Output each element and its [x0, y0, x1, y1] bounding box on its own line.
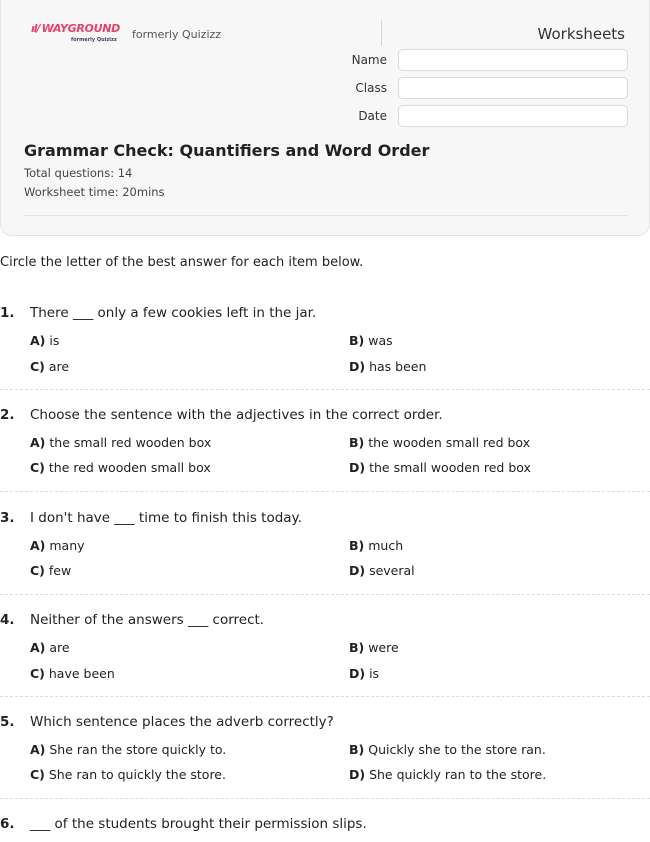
option-letter: D) — [349, 563, 366, 578]
option-text: are — [48, 359, 70, 374]
option-b[interactable] — [349, 640, 399, 655]
option-letter: C) — [30, 359, 45, 374]
question-text: There ___ only a few cookies left in the jar. — [30, 305, 317, 321]
option-letter: D) — [349, 359, 366, 374]
logo-brand-name: WAYGROUND — [41, 22, 120, 35]
question-number: 3. — [0, 510, 15, 526]
option-a[interactable] — [30, 640, 70, 655]
option-c[interactable] — [30, 460, 211, 475]
question-text: ___ of the students brought their permission slips. — [30, 816, 367, 832]
option-text: She quickly ran to the store. — [369, 767, 547, 782]
option-letter: B) — [349, 640, 365, 655]
logo-bars-icon: ıl/ — [31, 22, 40, 35]
question-number: 4. — [0, 612, 15, 628]
question-separator — [0, 594, 650, 595]
option-letter: B) — [349, 538, 365, 553]
wayground-logo — [31, 22, 120, 43]
worksheet-title: Grammar Check: Quantifiers and Word Order — [24, 141, 430, 160]
class-field[interactable] — [398, 77, 628, 99]
option-b[interactable] — [349, 538, 403, 553]
option-text: was — [368, 333, 393, 348]
question-separator — [0, 798, 650, 799]
logo-subtitle: formerly Quizizz — [71, 37, 117, 43]
option-c[interactable] — [30, 563, 71, 578]
option-b[interactable] — [349, 435, 530, 450]
option-letter: D) — [349, 460, 366, 475]
question-text: Which sentence places the adverb correctly? — [30, 714, 334, 730]
question-text: I don't have ___ time to finish this today. — [30, 510, 302, 526]
option-a[interactable] — [30, 742, 226, 757]
formerly-quizizz-label: formerly Quizizz — [132, 28, 222, 41]
option-a[interactable] — [30, 333, 59, 348]
instructions: Circle the letter of the best answer for each item below. — [0, 255, 364, 270]
worksheets-label: Worksheets — [537, 25, 625, 43]
question-separator — [0, 696, 650, 697]
option-a[interactable] — [30, 435, 211, 450]
option-letter: A) — [30, 538, 46, 553]
option-c[interactable] — [30, 666, 115, 681]
option-letter: B) — [349, 435, 365, 450]
option-text: the small wooden red box — [369, 460, 531, 475]
question-number: 2. — [0, 407, 15, 423]
option-letter: B) — [349, 742, 365, 757]
class-label: Class — [355, 81, 387, 95]
option-c[interactable] — [30, 359, 69, 374]
option-letter: D) — [349, 666, 366, 681]
header-bottom-divider — [24, 215, 628, 216]
option-text: have been — [48, 666, 115, 681]
name-field[interactable] — [398, 49, 628, 71]
option-d[interactable] — [349, 666, 379, 681]
option-text: much — [368, 538, 404, 553]
option-letter: C) — [30, 666, 45, 681]
question-separator — [0, 491, 650, 492]
option-text: the red wooden small box — [48, 460, 211, 475]
worksheet-time: Worksheet time: 20mins — [24, 185, 165, 199]
option-text: is — [49, 333, 60, 348]
question-text: Choose the sentence with the adjectives in the correct order. — [30, 407, 443, 423]
option-text: the small red wooden box — [49, 435, 212, 450]
option-text: She ran the store quickly to. — [49, 742, 227, 757]
option-letter: C) — [30, 767, 45, 782]
question-number: 5. — [0, 714, 15, 730]
option-text: the wooden small red box — [368, 435, 531, 450]
option-letter: B) — [349, 333, 365, 348]
option-d[interactable] — [349, 767, 546, 782]
date-label: Date — [358, 109, 387, 123]
option-text: many — [49, 538, 85, 553]
option-letter: D) — [349, 767, 366, 782]
date-field[interactable] — [398, 105, 628, 127]
option-letter: A) — [30, 742, 46, 757]
option-d[interactable] — [349, 359, 426, 374]
worksheet-header — [0, 0, 650, 236]
name-label: Name — [351, 53, 387, 67]
option-letter: C) — [30, 563, 45, 578]
option-c[interactable] — [30, 767, 226, 782]
option-letter: A) — [30, 333, 46, 348]
question-text: Neither of the answers ___ correct. — [30, 612, 265, 628]
option-text: has been — [369, 359, 427, 374]
option-letter: A) — [30, 435, 46, 450]
option-text: were — [368, 640, 399, 655]
option-text: She ran to quickly the store. — [48, 767, 226, 782]
total-questions: Total questions: 14 — [24, 166, 133, 180]
question-number: 1. — [0, 305, 15, 321]
option-letter: A) — [30, 640, 46, 655]
option-text: several — [369, 563, 415, 578]
question-number: 6. — [0, 816, 15, 832]
option-b[interactable] — [349, 333, 393, 348]
option-text: Quickly she to the store ran. — [368, 742, 546, 757]
option-letter: C) — [30, 460, 45, 475]
option-text: are — [49, 640, 70, 655]
option-text: few — [48, 563, 72, 578]
option-d[interactable] — [349, 563, 415, 578]
option-a[interactable] — [30, 538, 85, 553]
option-d[interactable] — [349, 460, 531, 475]
option-b[interactable] — [349, 742, 546, 757]
option-text: is — [369, 666, 380, 681]
header-divider — [381, 20, 382, 46]
question-separator — [0, 389, 650, 390]
